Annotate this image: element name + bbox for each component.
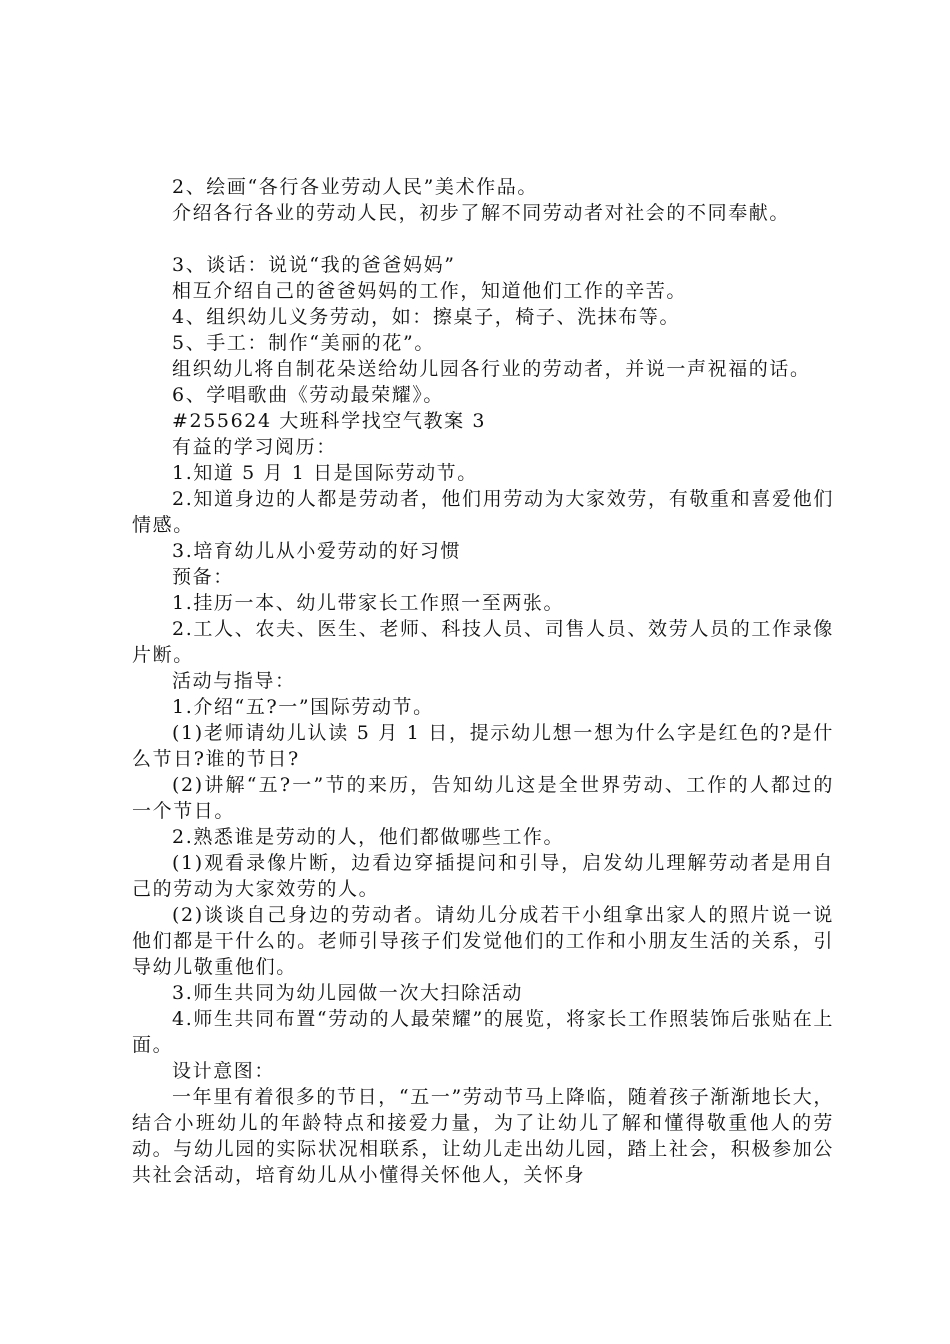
paragraph-17: 活动与指导： (172, 670, 296, 692)
paragraph-2: 介绍各行各业的劳动人民，初步了解不同劳动者对社会的不同奉献。 (172, 202, 791, 224)
paragraph-22: (1)观看录像片断，边看边穿插提问和引导，启发幼儿理解劳动者是用自己的劳动为大家效劳的人。 (132, 852, 834, 900)
paragraph-24: 3.师生共同为幼儿园做一次大扫除活动 (172, 982, 523, 1004)
paragraph-6: 5、手工：制作“美丽的花”。 (172, 332, 435, 354)
paragraph-3: 3、谈话：说说“我的爸爸妈妈” (172, 254, 456, 276)
paragraph-1: 2、绘画“各行各业劳动人民”美术作品。 (172, 176, 538, 198)
paragraph-10: 有益的学习阅历： (172, 436, 337, 458)
document-body (132, 174, 834, 1188)
paragraph-23: (2)谈谈自己身边的劳动者。请幼儿分成若干小组拿出家人的照片说一说他们都是干什么的。老师引导孩子们发觉他们的工作和小朋友生活的关系，引导幼儿敬重他们。 (132, 904, 834, 978)
paragraph-27: 一年里有着很多的节日，“五一”劳动节马上降临，随着孩子渐渐地长大，结合小班幼儿的年龄特点和接爱力量，为了让幼儿了解和懂得敬重他人的劳动。与幼儿园的实际状况相联系，让幼儿走出幼儿园，踏上社会，积极参加公共社会活动，培育幼儿从小懂得关怀他人，关怀身 (132, 1086, 834, 1186)
paragraph-18: 1.介绍“五?一”国际劳动节。 (172, 696, 434, 718)
paragraph-5: 4、组织幼儿义务劳动，如：擦桌子，椅子、洗抹布等。 (172, 306, 681, 328)
paragraph-21: 2.熟悉谁是劳动的人，他们都做哪些工作。 (172, 826, 565, 848)
section-heading: #255624 大班科学找空气教案 3 (172, 410, 487, 432)
paragraph-25: 4.师生共同布置“劳动的人最荣耀”的展览，将家长工作照装饰后张贴在上面。 (132, 1008, 834, 1056)
paragraph-13: 3.培育幼儿从小爱劳动的好习惯 (172, 540, 462, 562)
paragraph-7: 组织幼儿将自制花朵送给幼儿园各行业的劳动者，并说一声祝福的话。 (172, 358, 811, 380)
paragraph-4: 相互介绍自己的爸爸妈妈的工作，知道他们工作的辛苦。 (172, 280, 688, 302)
paragraph-8: 6、学唱歌曲《劳动最荣耀》。 (172, 384, 444, 406)
paragraph-26: 设计意图： (172, 1060, 276, 1082)
paragraph-19: (1)老师请幼儿认读 5 月 1 日，提示幼儿想一想为什么字是红色的?是什么节日?谁的节日? (132, 722, 834, 770)
paragraph-20: (2)讲解“五?一”节的来历，告知幼儿这是全世界劳动、工作的人都过的一个节日。 (132, 774, 834, 822)
paragraph-15: 1.挂历一本、幼儿带家长工作照一至两张。 (172, 592, 565, 614)
paragraph-16: 2.工人、农夫、医生、老师、科技人员、司售人员、效劳人员的工作录像片断。 (132, 618, 834, 666)
paragraph-12: 2.知道身边的人都是劳动者，他们用劳动为大家效劳，有敬重和喜爱他们情感。 (132, 488, 834, 536)
paragraph-14: 预备： (172, 566, 234, 588)
paragraph-11: 1.知道 5 月 1 日是国际劳动节。 (172, 462, 478, 484)
